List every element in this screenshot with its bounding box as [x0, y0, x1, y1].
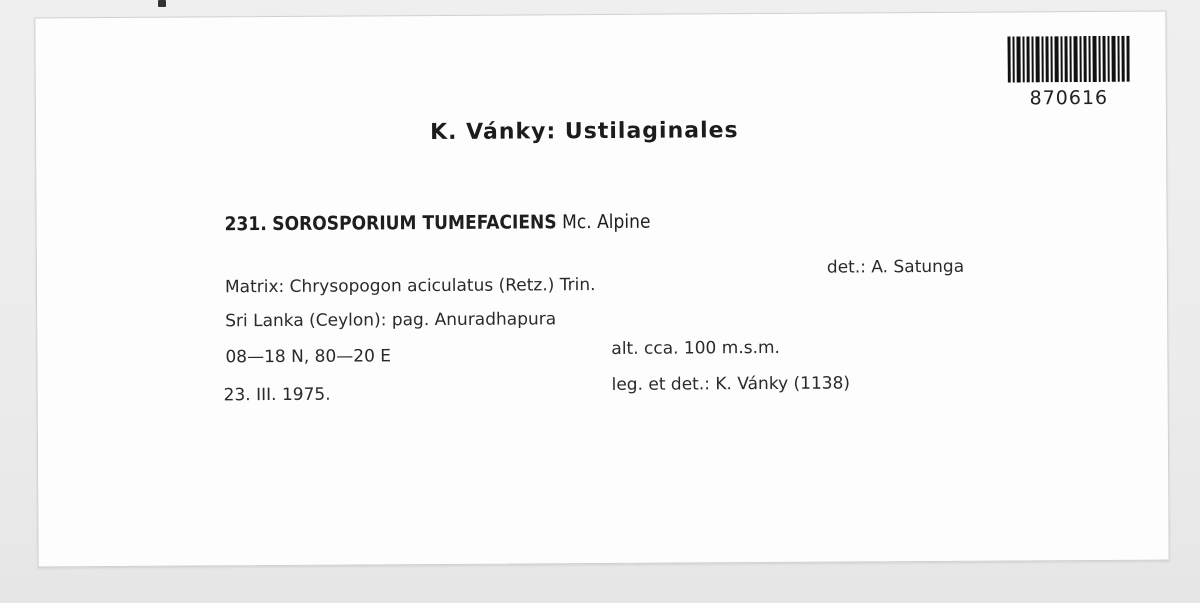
specimen-author: Mc. Alpine	[562, 210, 651, 234]
series-title: K. Vánky: Ustilaginales	[429, 118, 739, 146]
date-line: 23. III. 1975.	[223, 384, 331, 406]
specimen-number: 231.	[224, 213, 267, 236]
barcode-number: 870616	[1029, 86, 1109, 110]
matrix-line: Matrix: Chrysopogon aciculatus (Retz.) Trin.	[224, 275, 596, 298]
specimen-name: SOROSPORIUM TUMEFACIENS	[272, 211, 557, 236]
corner-mark	[158, 0, 166, 7]
barcode-bars	[1007, 36, 1129, 83]
herbarium-label	[34, 11, 1169, 568]
specimen-heading	[225, 211, 651, 236]
coordinates-line: 08—18 N, 80—20 E	[225, 346, 392, 368]
collector-line: leg. et det.: K. Vánky (1138)	[611, 373, 851, 395]
locality-line: Sri Lanka (Ceylon): pag. Anuradhapura	[225, 309, 557, 332]
barcode	[1007, 36, 1129, 110]
determined-by: det.: A. Satunga	[826, 256, 965, 278]
altitude-line: alt. cca. 100 m.s.m.	[611, 337, 781, 359]
